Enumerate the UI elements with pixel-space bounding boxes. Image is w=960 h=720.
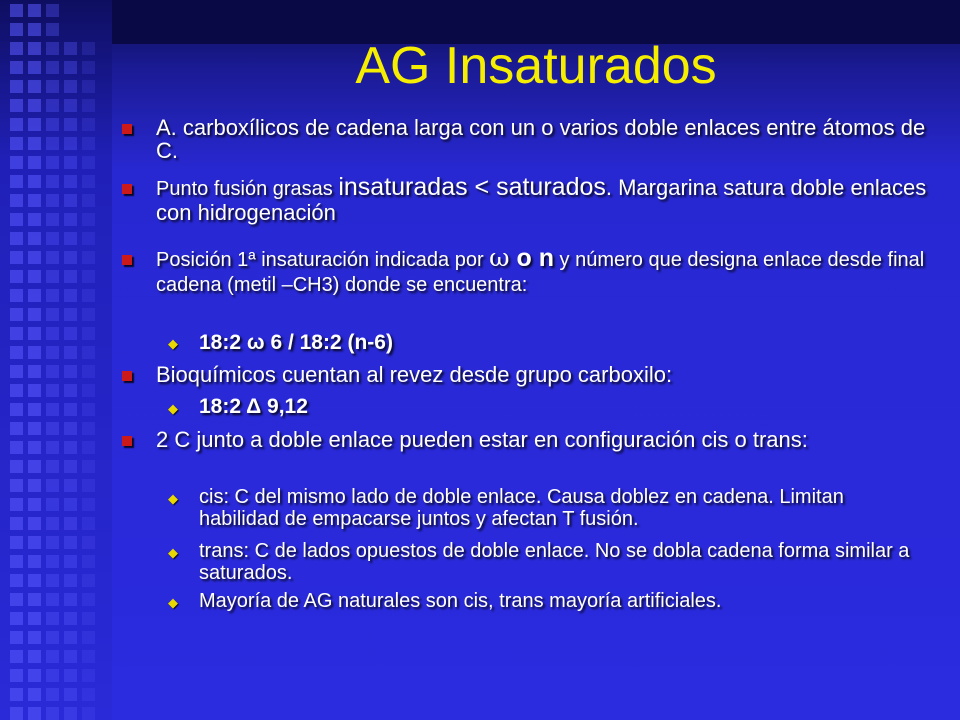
decorative-square [10, 99, 23, 112]
decorative-square [82, 498, 95, 511]
diamond-bullet-icon: ◆ [168, 401, 178, 416]
decorative-square [28, 536, 41, 549]
decorative-square [82, 707, 95, 720]
decorative-square [46, 23, 59, 36]
omega-symbol: ω [489, 243, 510, 272]
decorative-square [64, 555, 77, 568]
decorative-square [28, 137, 41, 150]
decorative-square [46, 4, 59, 17]
decorative-square [64, 574, 77, 587]
decorative-square [28, 498, 41, 511]
decorative-square [46, 346, 59, 359]
decorative-square [64, 631, 77, 644]
decorative-square [28, 175, 41, 188]
decorative-square [82, 118, 95, 131]
decorative-square [64, 137, 77, 150]
decorative-square [82, 156, 95, 169]
decorative-square [64, 612, 77, 625]
decorative-square [46, 536, 59, 549]
bullet-3-part-c: y número que designa enlace desde final cadena (metil –CH3) donde se encuentra: [156, 249, 925, 296]
decorative-square [10, 593, 23, 606]
decorative-square [46, 270, 59, 283]
decorative-square [82, 270, 95, 283]
decorative-square [82, 403, 95, 416]
decorative-square [28, 156, 41, 169]
decorative-square [28, 422, 41, 435]
decorative-square [10, 61, 23, 74]
decorative-square [28, 232, 41, 245]
decorative-square [10, 175, 23, 188]
decorative-square [64, 365, 77, 378]
decorative-square [10, 156, 23, 169]
decorative-square [46, 688, 59, 701]
decorative-square [28, 631, 41, 644]
decorative-square [64, 384, 77, 397]
decorative-square [64, 194, 77, 207]
decorative-square [46, 156, 59, 169]
decorative-square [10, 555, 23, 568]
decorative-square [46, 232, 59, 245]
decorative-square [46, 593, 59, 606]
decorative-square [28, 251, 41, 264]
diamond-bullet-icon: ◆ [168, 595, 178, 610]
bullet-1-text: A. carboxílicos de cadena larga con un o varios doble enlaces entre átomos de C. [156, 115, 926, 163]
decorative-square [82, 669, 95, 682]
decorative-square [10, 23, 23, 36]
decorative-square [10, 612, 23, 625]
decorative-square [10, 460, 23, 473]
decorative-square [28, 460, 41, 473]
decorative-square [64, 213, 77, 226]
square-bullet-icon [122, 184, 132, 194]
square-bullet-icon [122, 124, 132, 134]
decorative-square [46, 574, 59, 587]
decorative-square [64, 232, 77, 245]
decorative-square [28, 593, 41, 606]
square-bullet-icon [122, 436, 132, 446]
decorative-square [46, 517, 59, 530]
decorative-square [28, 612, 41, 625]
decorative-square [28, 194, 41, 207]
bullet-2-text [156, 173, 936, 225]
decorative-square [64, 175, 77, 188]
decorative-square [64, 441, 77, 454]
decorative-square [46, 137, 59, 150]
sub-bullet-trans: trans: C de lados opuestos de doble enlace. No se dobla cadena forma similar a saturados. [199, 540, 910, 584]
decorative-square [10, 384, 23, 397]
decorative-square [82, 346, 95, 359]
decorative-square [82, 536, 95, 549]
decorative-square [10, 422, 23, 435]
decorative-square [10, 346, 23, 359]
decorative-square [64, 593, 77, 606]
decorative-square [10, 213, 23, 226]
decorative-square [46, 707, 59, 720]
decorative-square [28, 650, 41, 663]
decorative-square [10, 308, 23, 321]
decorative-square [28, 479, 41, 492]
decorative-square [28, 574, 41, 587]
bullet-2-part-c: . Margarina satura doble enlaces con hidrogenación [156, 175, 927, 225]
decorative-square [82, 688, 95, 701]
decorative-square [10, 270, 23, 283]
decorative-square [82, 517, 95, 530]
decorative-square [64, 403, 77, 416]
decorative-square [64, 536, 77, 549]
diamond-bullet-icon: ◆ [168, 491, 178, 506]
decorative-square [28, 384, 41, 397]
bullet-3-text [156, 243, 936, 297]
decorative-square [46, 441, 59, 454]
decorative-square [10, 631, 23, 644]
decorative-square [10, 365, 23, 378]
decorative-square [46, 612, 59, 625]
decorative-square [46, 118, 59, 131]
decorative-square [64, 517, 77, 530]
decorative-square [64, 61, 77, 74]
decorative-square [64, 498, 77, 511]
decorative-square [64, 479, 77, 492]
decorative-square [64, 289, 77, 302]
decorative-square [46, 42, 59, 55]
decorative-square [64, 422, 77, 435]
decorative-square [64, 308, 77, 321]
decorative-square [46, 422, 59, 435]
decorative-square [64, 688, 77, 701]
slide-title: AG Insaturados [355, 37, 717, 95]
sub-bullet-cis: cis: C del mismo lado de doble enlace. Causa doblez en cadena. Limitan habilidad de empacarse juntos y afectan T fusión. [199, 486, 844, 530]
decorative-square [82, 460, 95, 473]
decorative-square [64, 251, 77, 264]
decorative-square [46, 479, 59, 492]
decorative-square [64, 270, 77, 283]
decorative-square [82, 612, 95, 625]
bullet-3-part-b: o n [509, 244, 554, 272]
decorative-square [10, 574, 23, 587]
diamond-bullet-icon: ◆ [168, 545, 178, 560]
square-bullet-icon [122, 255, 132, 265]
decorative-square [64, 707, 77, 720]
decorative-square [10, 289, 23, 302]
decorative-square [64, 650, 77, 663]
decorative-square [10, 688, 23, 701]
decorative-square [28, 23, 41, 36]
decorative-square [28, 555, 41, 568]
decorative-square [10, 517, 23, 530]
sub-bullet-omega: 18:2 ω 6 / 18:2 (n-6) [199, 331, 393, 354]
decorative-square [82, 631, 95, 644]
decorative-square [46, 194, 59, 207]
decorative-square [64, 80, 77, 93]
decorative-square [28, 403, 41, 416]
decorative-square [28, 517, 41, 530]
decorative-square [28, 99, 41, 112]
decorative-square [82, 365, 95, 378]
decorative-square [46, 289, 59, 302]
decorative-square [82, 574, 95, 587]
decorative-square [64, 42, 77, 55]
decorative-square [10, 251, 23, 264]
decorative-square [46, 308, 59, 321]
decorative-square [28, 118, 41, 131]
decorative-square [28, 61, 41, 74]
decorative-square [28, 42, 41, 55]
decorative-square [46, 175, 59, 188]
decorative-square [10, 650, 23, 663]
decorative-square [10, 118, 23, 131]
decorative-square [10, 42, 23, 55]
decorative-square [10, 137, 23, 150]
decorative-square [28, 346, 41, 359]
decorative-square [10, 80, 23, 93]
bullet-2-part-b: insaturadas < saturados [338, 173, 606, 201]
decorative-square [10, 498, 23, 511]
decorative-square [82, 650, 95, 663]
decorative-square [82, 42, 95, 55]
decorative-square [28, 688, 41, 701]
decorative-square [82, 327, 95, 340]
decorative-square [28, 270, 41, 283]
decorative-square [82, 384, 95, 397]
decorative-square [46, 365, 59, 378]
decorative-square [64, 99, 77, 112]
decorative-square [82, 99, 95, 112]
decorative-square [46, 403, 59, 416]
decorative-square [82, 80, 95, 93]
decorative-square [64, 156, 77, 169]
decorative-square [28, 669, 41, 682]
decorative-square [46, 631, 59, 644]
decorative-square [46, 99, 59, 112]
decorative-square [82, 289, 95, 302]
decorative-square [82, 251, 95, 264]
decorative-square [46, 498, 59, 511]
decorative-square [82, 308, 95, 321]
decorative-square [10, 669, 23, 682]
decorative-square [82, 194, 95, 207]
decorative-square [28, 213, 41, 226]
bullet-5-text: 2 C junto a doble enlace pueden estar en configuración cis o trans: [156, 427, 808, 452]
bullet-2-part-a: Punto fusión grasas [156, 178, 339, 200]
decorative-square [82, 422, 95, 435]
decorative-square [82, 61, 95, 74]
decorative-square [10, 232, 23, 245]
decorative-square [82, 213, 95, 226]
decorative-square [10, 403, 23, 416]
decorative-square [82, 137, 95, 150]
decorative-square [10, 479, 23, 492]
decorative-square [28, 4, 41, 17]
decorative-square [10, 441, 23, 454]
decorative-square [28, 327, 41, 340]
sub-bullet-delta: 18:2 Δ 9,12 [199, 395, 308, 418]
decorative-square [10, 707, 23, 720]
decorative-square [82, 175, 95, 188]
decorative-square [28, 308, 41, 321]
sub-bullet-majority: Mayoría de AG naturales son cis, trans mayoría artificiales. [199, 590, 722, 612]
decorative-square [46, 384, 59, 397]
decorative-square [28, 365, 41, 378]
decorative-square [82, 555, 95, 568]
decorative-square [82, 479, 95, 492]
decorative-square [46, 460, 59, 473]
bullet-3-part-a: Posición 1ª insaturación indicada por [156, 249, 490, 271]
decorative-square [46, 80, 59, 93]
decorative-square [28, 441, 41, 454]
square-bullet-icon [122, 371, 132, 381]
decorative-square [64, 118, 77, 131]
decorative-square [46, 61, 59, 74]
decorative-square [64, 669, 77, 682]
decorative-square [10, 4, 23, 17]
decorative-square [46, 251, 59, 264]
decorative-square [10, 536, 23, 549]
bullet-4-text: Bioquímicos cuentan al revez desde grupo carboxilo: [156, 362, 673, 387]
decorative-square [46, 213, 59, 226]
decorative-square [82, 232, 95, 245]
decorative-square [28, 80, 41, 93]
diamond-bullet-icon: ◆ [168, 336, 178, 351]
decorative-square [82, 593, 95, 606]
decorative-square [46, 650, 59, 663]
decorative-square [10, 194, 23, 207]
decorative-square [28, 289, 41, 302]
decorative-square [10, 327, 23, 340]
decorative-square [64, 346, 77, 359]
decorative-square [28, 707, 41, 720]
decorative-square [82, 441, 95, 454]
decorative-square [64, 327, 77, 340]
decorative-square [46, 669, 59, 682]
decorative-square [64, 460, 77, 473]
decorative-square [46, 327, 59, 340]
decorative-square [46, 555, 59, 568]
